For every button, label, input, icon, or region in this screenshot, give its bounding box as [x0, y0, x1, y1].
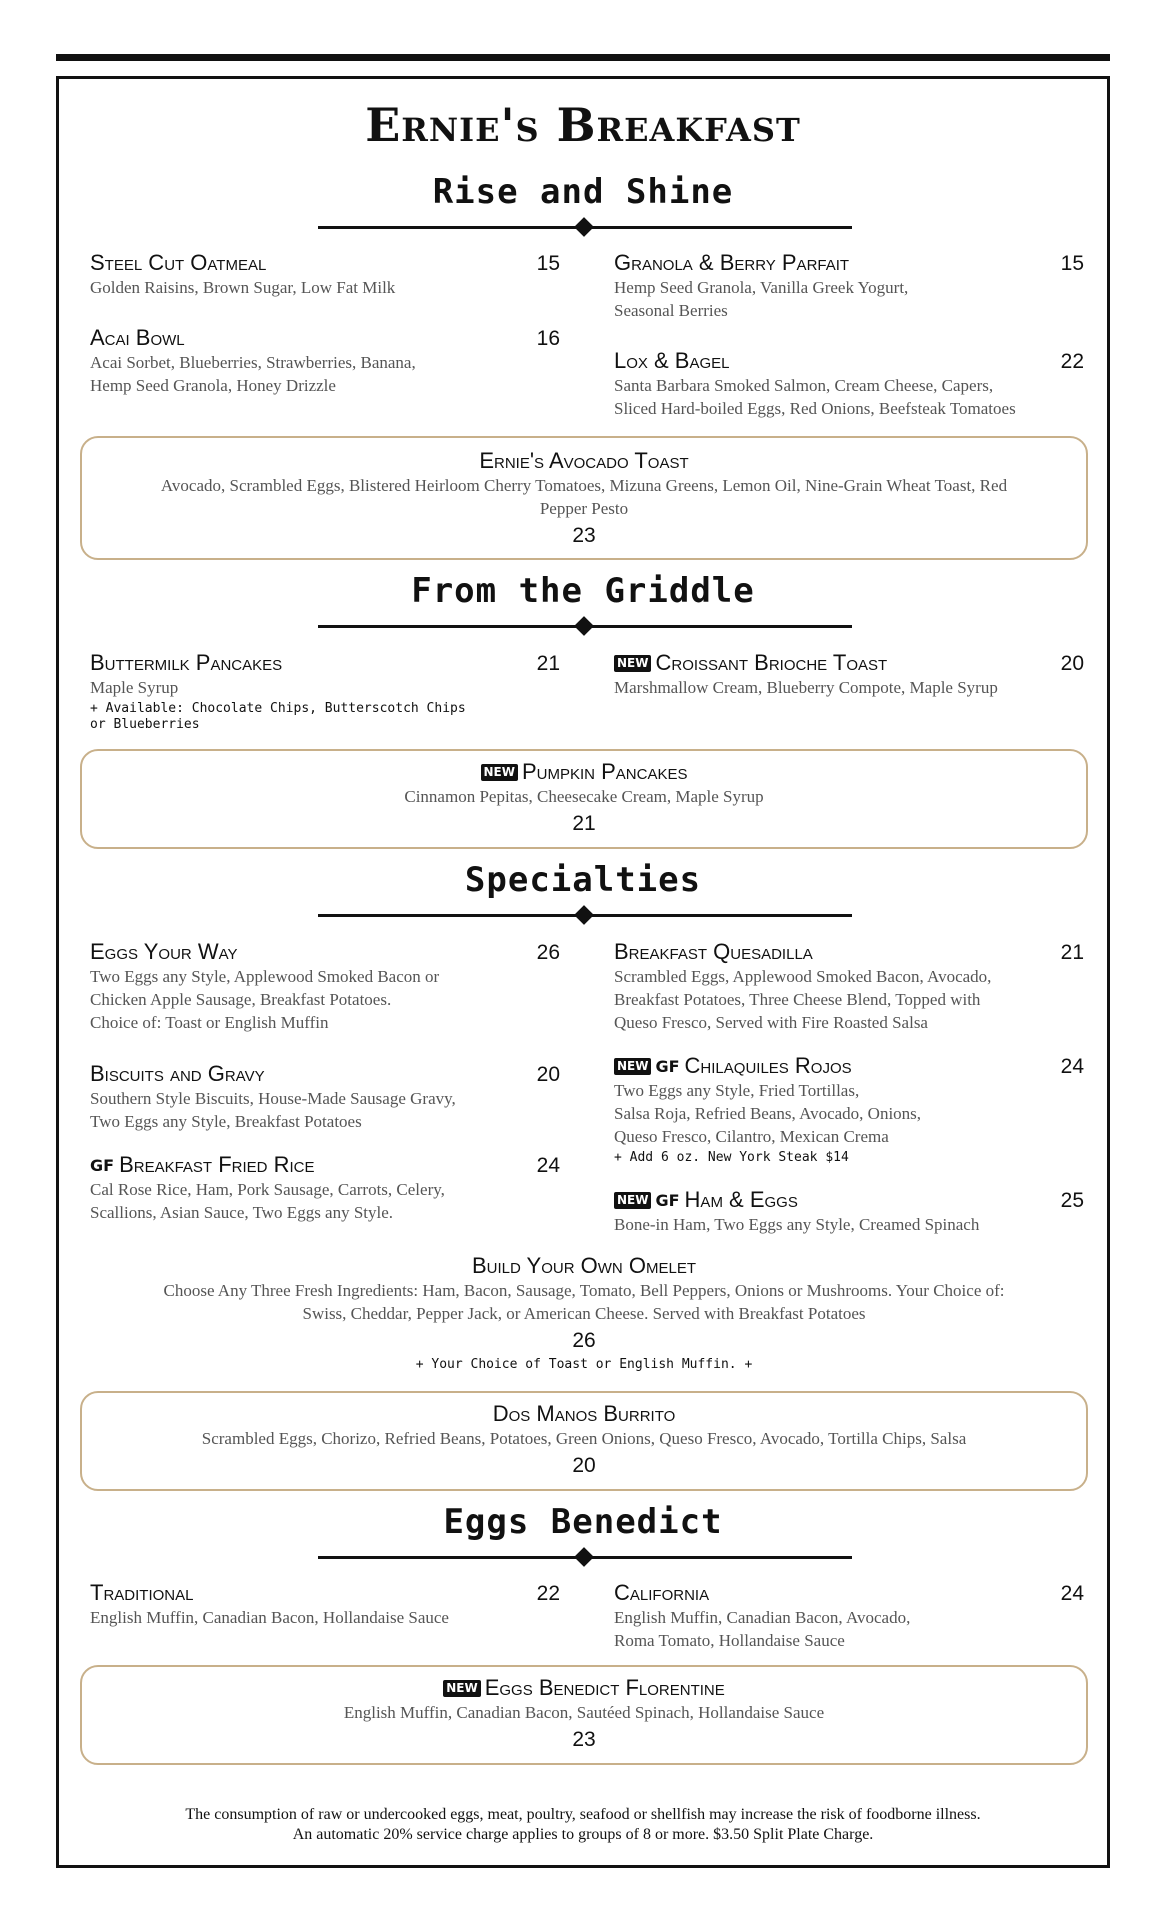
item-note: + Your Choice of Toast or English Muffin. + [415, 1357, 753, 1372]
menu-item-biscuits-and-gravy [90, 1061, 560, 1133]
item-price: 24 [536, 1154, 560, 1177]
menu-item-croissant-brioche-toast [614, 650, 1084, 699]
menu-item-buttermilk-pancakes [90, 650, 560, 733]
item-description: Cinnamon Pepitas, Cheesecake Cream, Maple Syrup [404, 787, 764, 806]
item-price: 26 [536, 941, 560, 964]
section-divider [318, 226, 852, 229]
section-title-specialties: Specialties [464, 860, 702, 900]
item-name: Lox & Bagel [614, 348, 730, 373]
item-name: Biscuits and Gravy [90, 1061, 265, 1086]
item-description: Salsa Roja, Refried Beans, Avocado, Onions, [614, 1104, 922, 1123]
footer-disclaimer [0, 1805, 1166, 1845]
item-name: Acai Bowl [90, 325, 185, 350]
item-price: 26 [572, 1329, 596, 1352]
item-description: Queso Fresco, Cilantro, Mexican Crema [614, 1127, 889, 1146]
item-name-row [614, 1053, 1084, 1079]
item-price: 21 [572, 812, 596, 835]
item-name-row [614, 650, 1084, 676]
item-description: English Muffin, Canadian Bacon, Sautéed Spinach, Hollandaise Sauce [343, 1703, 825, 1722]
menu-item-breakfast-fried-rice [90, 1152, 560, 1224]
item-name: Chilaquiles Rojos [684, 1053, 852, 1078]
item-name: Ernie's Avocado Toast [479, 448, 689, 473]
item-description: Avocado, Scrambled Eggs, Blistered Heirloom Cherry Tomatoes, Mizuna Greens, Lemon Oil, Nine-Grain Wheat Toast, Red [160, 476, 1008, 495]
item-description: Sliced Hard-boiled Eggs, Red Onions, Beefsteak Tomatoes [614, 399, 1016, 418]
item-description: English Muffin, Canadian Bacon, Hollandaise Sauce [90, 1608, 449, 1627]
section-title-rise-and-shine: Rise and Shine [432, 172, 734, 212]
item-price: 20 [572, 1454, 596, 1477]
item-name: Breakfast Fried Rice [119, 1152, 315, 1177]
menu-item-chilaquiles-rojos [614, 1053, 1084, 1166]
item-description: Cal Rose Rice, Ham, Pork Sausage, Carrots, Celery, [90, 1180, 445, 1199]
gluten-free-badge: GF [655, 1191, 680, 1210]
section-title-eggs-benedict: Eggs Benedict [443, 1502, 723, 1542]
item-description: Hemp Seed Granola, Vanilla Greek Yogurt, [614, 278, 909, 297]
item-price: 20 [1060, 652, 1084, 675]
item-price: 24 [1060, 1055, 1084, 1078]
new-badge: NEW [614, 655, 651, 672]
new-badge: NEW [614, 1058, 651, 1075]
item-description: Two Eggs any Style, Fried Tortillas, [614, 1081, 860, 1100]
item-name-row [82, 1675, 1086, 1701]
item-name: Traditional [90, 1580, 194, 1605]
top-rule [56, 54, 1110, 61]
item-name: Buttermilk Pancakes [90, 650, 283, 675]
item-description: Breakfast Potatoes, Three Cheese Blend, Topped with [614, 990, 981, 1009]
item-price: 20 [536, 1063, 560, 1086]
item-name: Eggs Benedict Florentine [484, 1675, 725, 1700]
section-divider [318, 1556, 852, 1559]
item-price: 22 [1060, 350, 1084, 373]
menu-item-granola-parfait [614, 250, 1084, 322]
item-price: 25 [1060, 1189, 1084, 1212]
new-badge: NEW [614, 1192, 651, 1209]
menu-item-eggs-your-way [90, 939, 560, 1034]
item-description: Hemp Seed Granola, Honey Drizzle [90, 376, 336, 395]
item-description: Scallions, Asian Sauce, Two Eggs any Style. [90, 1203, 394, 1222]
item-name: California [614, 1580, 710, 1605]
item-description: Choose Any Three Fresh Ingredients: Ham, Bacon, Sausage, Tomato, Bell Peppers, Onions or Mushrooms. Your Choice of: [163, 1281, 1005, 1300]
item-description: Scrambled Eggs, Chorizo, Refried Beans, Potatoes, Green Onions, Queso Fresco, Avocado, Tortilla Chips, Salsa [201, 1429, 967, 1448]
item-description: Two Eggs any Style, Applewood Smoked Bacon or [90, 967, 440, 986]
menu-item-traditional-benedict [90, 1580, 560, 1629]
item-description: Acai Sorbet, Blueberries, Strawberries, Banana, [90, 353, 416, 372]
section-title-from-the-griddle: From the Griddle [411, 571, 755, 611]
item-name: Build Your Own Omelet [471, 1253, 697, 1278]
menu-item-steel-cut-oatmeal [90, 250, 560, 299]
item-description: Roma Tomato, Hollandaise Sauce [614, 1631, 845, 1650]
food-safety-warning: The consumption of raw or undercooked eggs, meat, poultry, seafood or shellfish may increase the risk of foodborne illness. [185, 1806, 981, 1823]
item-price: 22 [536, 1582, 560, 1605]
item-description: Chicken Apple Sausage, Breakfast Potatoes. [90, 990, 392, 1009]
item-price: 23 [572, 1728, 596, 1751]
gluten-free-badge: GF [90, 1156, 115, 1175]
menu-item-ham-and-eggs [614, 1187, 1084, 1236]
item-name: Ham & Eggs [684, 1187, 798, 1212]
featured-dos-manos-burrito [80, 1391, 1088, 1491]
item-name: Dos Manos Burrito [492, 1401, 676, 1426]
menu-item-lox-bagel [614, 348, 1084, 420]
item-name: Pumpkin Pancakes [521, 759, 688, 784]
item-description: Choice of: Toast or English Muffin [90, 1013, 329, 1032]
section-divider [318, 625, 852, 628]
item-description: Golden Raisins, Brown Sugar, Low Fat Milk [90, 278, 396, 297]
item-description: Maple Syrup [90, 678, 179, 697]
restaurant-title: Ernie's Breakfast [365, 98, 801, 152]
item-note: + Add 6 oz. New York Steak $14 [614, 1150, 849, 1165]
menu-item-california-benedict [614, 1580, 1084, 1652]
service-charge-note: An automatic 20% service charge applies to groups of 8 or more. $3.50 Split Plate Charge. [292, 1826, 874, 1843]
item-description: Swiss, Cheddar, Pepper Jack, or American Cheese. Served with Breakfast Potatoes [302, 1304, 866, 1323]
item-price: 15 [1060, 252, 1084, 275]
menu-item-breakfast-quesadilla [614, 939, 1084, 1034]
item-description: Southern Style Biscuits, House-Made Sausage Gravy, [90, 1089, 456, 1108]
item-price: 21 [1060, 941, 1084, 964]
item-description: Queso Fresco, Served with Fire Roasted Salsa [614, 1013, 928, 1032]
item-description: Pepper Pesto [539, 499, 629, 518]
item-description: Santa Barbara Smoked Salmon, Cream Cheese, Capers, [614, 376, 994, 395]
item-note: + Available: Chocolate Chips, Butterscotch Chips [90, 701, 466, 716]
item-name: Breakfast Quesadilla [614, 939, 813, 964]
item-price: 23 [572, 524, 596, 547]
menu-item-acai-bowl [90, 325, 560, 397]
item-price: 21 [536, 652, 560, 675]
item-description: Two Eggs any Style, Breakfast Potatoes [90, 1112, 362, 1131]
item-description: Scrambled Eggs, Applewood Smoked Bacon, Avocado, [614, 967, 992, 986]
featured-pumpkin-pancakes [80, 749, 1088, 849]
new-badge: NEW [481, 764, 518, 781]
item-name: Eggs Your Way [90, 939, 238, 964]
item-price: 15 [536, 252, 560, 275]
item-description: Marshmallow Cream, Blueberry Compote, Maple Syrup [614, 678, 998, 697]
section-divider [318, 914, 852, 917]
featured-avocado-toast [80, 436, 1088, 560]
item-name-row [82, 759, 1086, 785]
item-name-row [614, 1187, 1084, 1213]
item-price: 16 [536, 327, 560, 350]
item-description: Seasonal Berries [614, 301, 728, 320]
item-name: Granola & Berry Parfait [614, 250, 850, 275]
new-badge: NEW [443, 1680, 480, 1697]
item-description: English Muffin, Canadian Bacon, Avocado, [614, 1608, 911, 1627]
item-description: Bone-in Ham, Two Eggs any Style, Creamed Spinach [614, 1215, 980, 1234]
gluten-free-badge: GF [655, 1057, 680, 1076]
item-price: 24 [1060, 1582, 1084, 1605]
item-note: or Blueberries [90, 717, 200, 732]
item-name-row [90, 1152, 560, 1178]
featured-eggs-benedict-florentine [80, 1665, 1088, 1765]
item-name: Croissant Brioche Toast [655, 650, 888, 675]
item-name: Steel Cut Oatmeal [90, 250, 267, 275]
menu-item-build-your-own-omelet [80, 1253, 1088, 1373]
